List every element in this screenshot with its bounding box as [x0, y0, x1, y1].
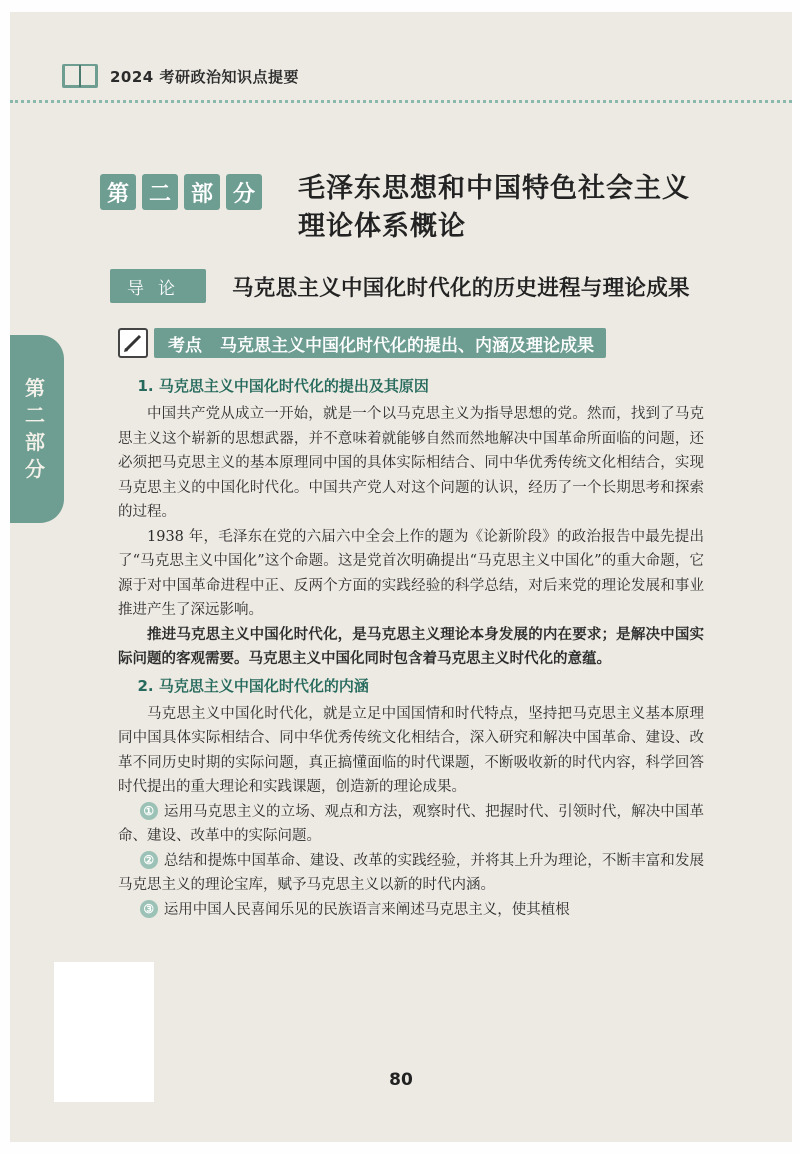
- header-title: 2024 考研政治知识点提要: [110, 67, 299, 86]
- page-number: 80: [389, 1070, 413, 1090]
- part-label-char: 部: [184, 174, 220, 210]
- part-label-char: 二: [142, 174, 178, 210]
- side-tab-char: 二: [25, 403, 45, 427]
- paragraph: 1938 年，毛泽东在党的六届六中全会上作的题为《论新阶段》的政治报告中最先提出了“马克思主义中国化”这个命题。这是党首次明确提出“马克思主义中国化”的重大命题，它源于对中国革命进程中正、反两个方面的实践经验的科学总结，对后来党的理论发展和事业推进产生了深远影响。: [118, 528, 704, 618]
- list-number: ①: [140, 802, 158, 820]
- side-tab-char: 第: [25, 376, 45, 400]
- header-divider: [10, 100, 792, 103]
- intro-badge: 导论: [110, 269, 206, 303]
- part-label: [100, 174, 262, 246]
- list-text: 运用中国人民喜闻乐见的民族语言来阐述马克思主义，使其植根: [163, 901, 570, 918]
- part-side-tab: [10, 335, 64, 523]
- pencil-icon: [118, 328, 148, 358]
- part-heading: [100, 170, 690, 246]
- list-text: 总结和提炼中国革命、建设、改革的实践经验，并将其上升为理论，不断丰富和发展马克思主义的理论宝库，赋予马克思主义以新的时代内涵。: [118, 852, 704, 893]
- part-title: [298, 170, 690, 246]
- kaodian-tag: 考点: [168, 335, 202, 356]
- part-title-line: 理论体系概论: [298, 211, 466, 242]
- intro-title: 马克思主义中国化时代化的历史进程与理论成果: [232, 275, 690, 301]
- paragraph-emphasis: 推进马克思主义中国化时代化，是马克思主义理论本身发展的内在要求；是解决中国实际问题的客观需要。马克思主义中国化同时包含着马克思主义时代化的意蕴。: [118, 625, 704, 667]
- intro-heading: [110, 269, 690, 303]
- section-heading: 2. 马克思主义中国化时代化的内涵: [137, 676, 369, 695]
- side-tab-char: 分: [25, 457, 45, 481]
- part-label-char: 第: [100, 174, 136, 210]
- open-book-icon: [60, 61, 100, 91]
- part-label-char: 分: [226, 174, 262, 210]
- book-page: [10, 12, 792, 1142]
- list-item: [118, 849, 704, 898]
- list-item: [118, 800, 704, 849]
- paragraph: 中国共产党从成立一开始，就是一个以马克思主义为指导思想的党。然而，找到了马克思主义这个崭新的思想武器，并不意味着就能够自然而然地解决中国革命所面临的问题，还必须把马克思主义的基本原理同中国的具体实际相结合、同中华优秀传统文化相结合，实现马克思主义的中国化时代化。中国共产党人对这个问题的认识，经历了一个长期思考和探索的过程。: [118, 406, 704, 520]
- list-number: ②: [140, 851, 158, 869]
- side-tab-char: 部: [25, 430, 45, 454]
- paragraph: 马克思主义中国化时代化，就是立足中国国情和时代特点，坚持把马克思主义基本原理同中国具体实际相结合、同中华优秀传统文化相结合，深入研究和解决中国革命、建设、改革不同历史时期的实际问题，真正搞懂面临的时代课题，不断吸收新的时代内容，科学回答时代提出的重大理论和实践课题，创造新的理论成果。: [118, 705, 704, 795]
- kaodian-title: 马克思主义中国化时代化的提出、内涵及理论成果: [220, 335, 594, 356]
- kaodian-bar: [154, 328, 606, 358]
- list-item: [118, 898, 704, 923]
- page-header: [60, 56, 299, 96]
- section-heading: 1. 马克思主义中国化时代化的提出及其原因: [137, 377, 429, 395]
- part-title-line: 毛泽东思想和中国特色社会主义: [298, 173, 690, 204]
- list-number: ③: [140, 900, 158, 918]
- list-text: 运用马克思主义的立场、观点和方法，观察时代、把握时代、引领时代，解决中国革命、建设、改革中的实际问题。: [118, 803, 704, 844]
- kaodian-heading: [118, 328, 606, 358]
- main-content: [118, 372, 704, 922]
